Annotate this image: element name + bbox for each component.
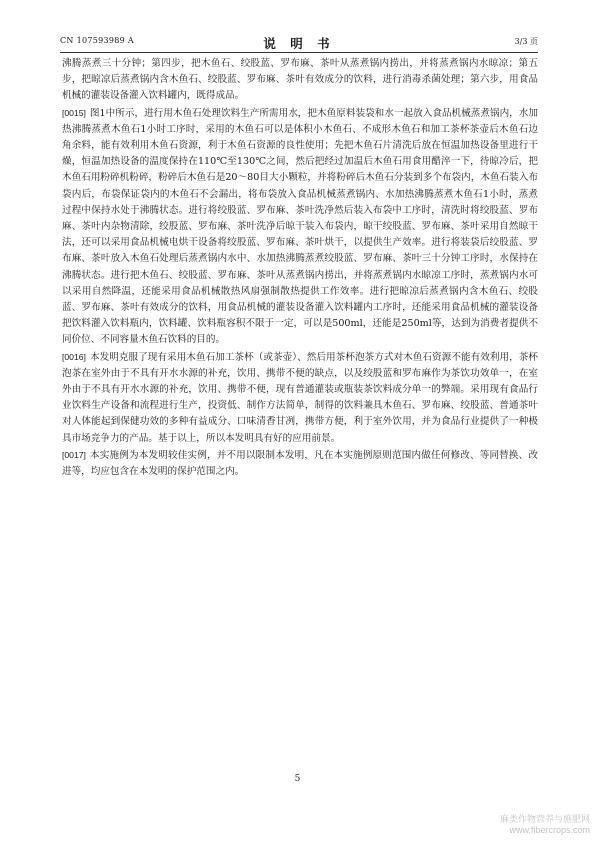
paragraph-continuation — [62, 56, 538, 105]
paragraph-tag: [0016] — [62, 351, 86, 362]
paragraph-text: 本发明克服了现有采用木鱼石加工茶杯（或茶壶）、然后用茶杯泡茶方式对木鱼石资源不能有效利用，茶杯泡茶在室外由于不具有开水水源的补充，饮用、携带不便的缺点，以及绞股蓝和罗布麻作为茶饮功效单一，在室外由于不具有开水水源的补充，饮用、携带不便，现有普通灌装或瓶装茶饮料成分单一的弊端。采用现有食品行业饮料生产设备和流程进行生产，投资低、制作方法简单，制得的饮料兼具木鱼石、罗布麻、绞股蓝、普通茶叶对人体能起到保健功效的多种有益成分、口味清香甘冽，携带方便，利于室外饮用，并为食品行业提供了一种极具市场竞争力的产品。基于以上，所以本发明具有好的应用前景。 — [62, 351, 538, 444]
watermark — [470, 814, 590, 836]
paragraph-0017 — [62, 447, 538, 480]
page-number: 5 — [294, 774, 301, 784]
publication-number: CN 107593989 A — [60, 36, 134, 45]
header-rule — [60, 52, 538, 53]
paragraph-text: 图1中所示，进行用木鱼石处理饮料生产所需用水，把木鱼原料装袋和水一起放入食品机械蒸煮锅内，水加热沸腾蒸煮木鱼石1小时工序时，采用的木鱼石可以是体积小木鱼石、不成形木鱼石和加工茶杯茶壶后木鱼石边角余料，能有效利用木鱼石资源，利于木鱼石资源的良性使用；先把木鱼石片清洗后放在恒温加热设备里进行干燥，恒温加热设备的温度保持在110℃至130℃之间，然后把经过加温后木鱼石用食用醋淬一下，待晾冷后，把木鱼石用粉碎机粉碎，粉碎后木鱼石是20～80目大小颗粒，并将粉碎后木鱼石分装到多个布袋内，木鱼石装入布袋内后，布袋保证袋内的木鱼石不会漏出，将布袋放入食品机械蒸煮锅内、水加热沸腾蒸煮木鱼石1小时，蒸煮过程中保持水处于沸腾状态。进行将绞股蓝、罗布麻、茶叶洗净然后装入布袋中工序时，清洗时将绞股蓝、罗布麻、茶叶内杂物清除，绞股蓝、罗布麻、茶叶洗净后晾干装入布袋内，晾干绞股蓝、罗布麻、茶叶采用自然晾干法，还可以采用食品机械电烘干设备将绞股蓝、罗布麻、茶叶烘干，以提供生产效率。进行将装袋后绞股蓝、罗布麻、茶叶放入木鱼石处理后蒸煮锅内水中、水加热沸腾蒸煮绞股蓝、罗布麻、茶叶三十分钟工序时，水保持在沸腾状态。进行把木鱼石、绞股蓝、罗布麻、茶叶从蒸煮锅内捞出，并将蒸煮锅内水晾凉工序时，蒸煮锅内水可以采用自然降温，还能采用食品机械散热风扇强制散热提供工作效率。进行把晾凉后蒸煮锅内含木鱼石、绞股蓝、罗布麻、茶叶有效成分的饮料，用食品机械的灌装设备灌入饮料罐内工序时，还能采用食品机械的灌装设备把饮料灌入饮料瓶内，饮料罐、饮料瓶容积不限于一定，可以是500ml，还能是250ml等，达到为消费者提供不同价位、不同容量木鱼石饮料的目的。 — [62, 107, 538, 346]
watermark-site-name: 麻类作物营养与施肥网 — [499, 814, 590, 824]
paragraph-tag: [0017] — [62, 449, 86, 460]
page-header — [60, 34, 538, 50]
description-body — [62, 56, 538, 480]
document-title: 说 明 书 — [263, 36, 335, 51]
paragraph-tag: [0015] — [62, 107, 86, 118]
paragraph-0016 — [62, 349, 538, 447]
paragraph-text: 本实施例为本发明较佳实例，并不用以限制本发明，凡在本实施例原则范围内做任何修改、等同替换、改进等，均应包含在本发明的保护范围之内。 — [62, 449, 538, 478]
paragraph-0015 — [62, 105, 538, 349]
page-footer — [0, 774, 595, 784]
paragraph-text: 沸腾蒸煮三十分钟；第四步，把木鱼石、绞股蓝、罗布麻、茶叶从蒸煮锅内捞出，并将蒸煮锅内水晾凉；第五步，把晾凉后蒸煮锅内含木鱼石、绞股蓝、罗布麻、茶叶有效成分的饮料，进行消毒杀菌处理；第六步，用食品机械的灌装设备灌入饮料罐内，既得成品。 — [62, 58, 538, 102]
watermark-url: www.fibercrops.com — [509, 825, 590, 835]
page-indicator: 3/3 页 — [514, 37, 538, 46]
